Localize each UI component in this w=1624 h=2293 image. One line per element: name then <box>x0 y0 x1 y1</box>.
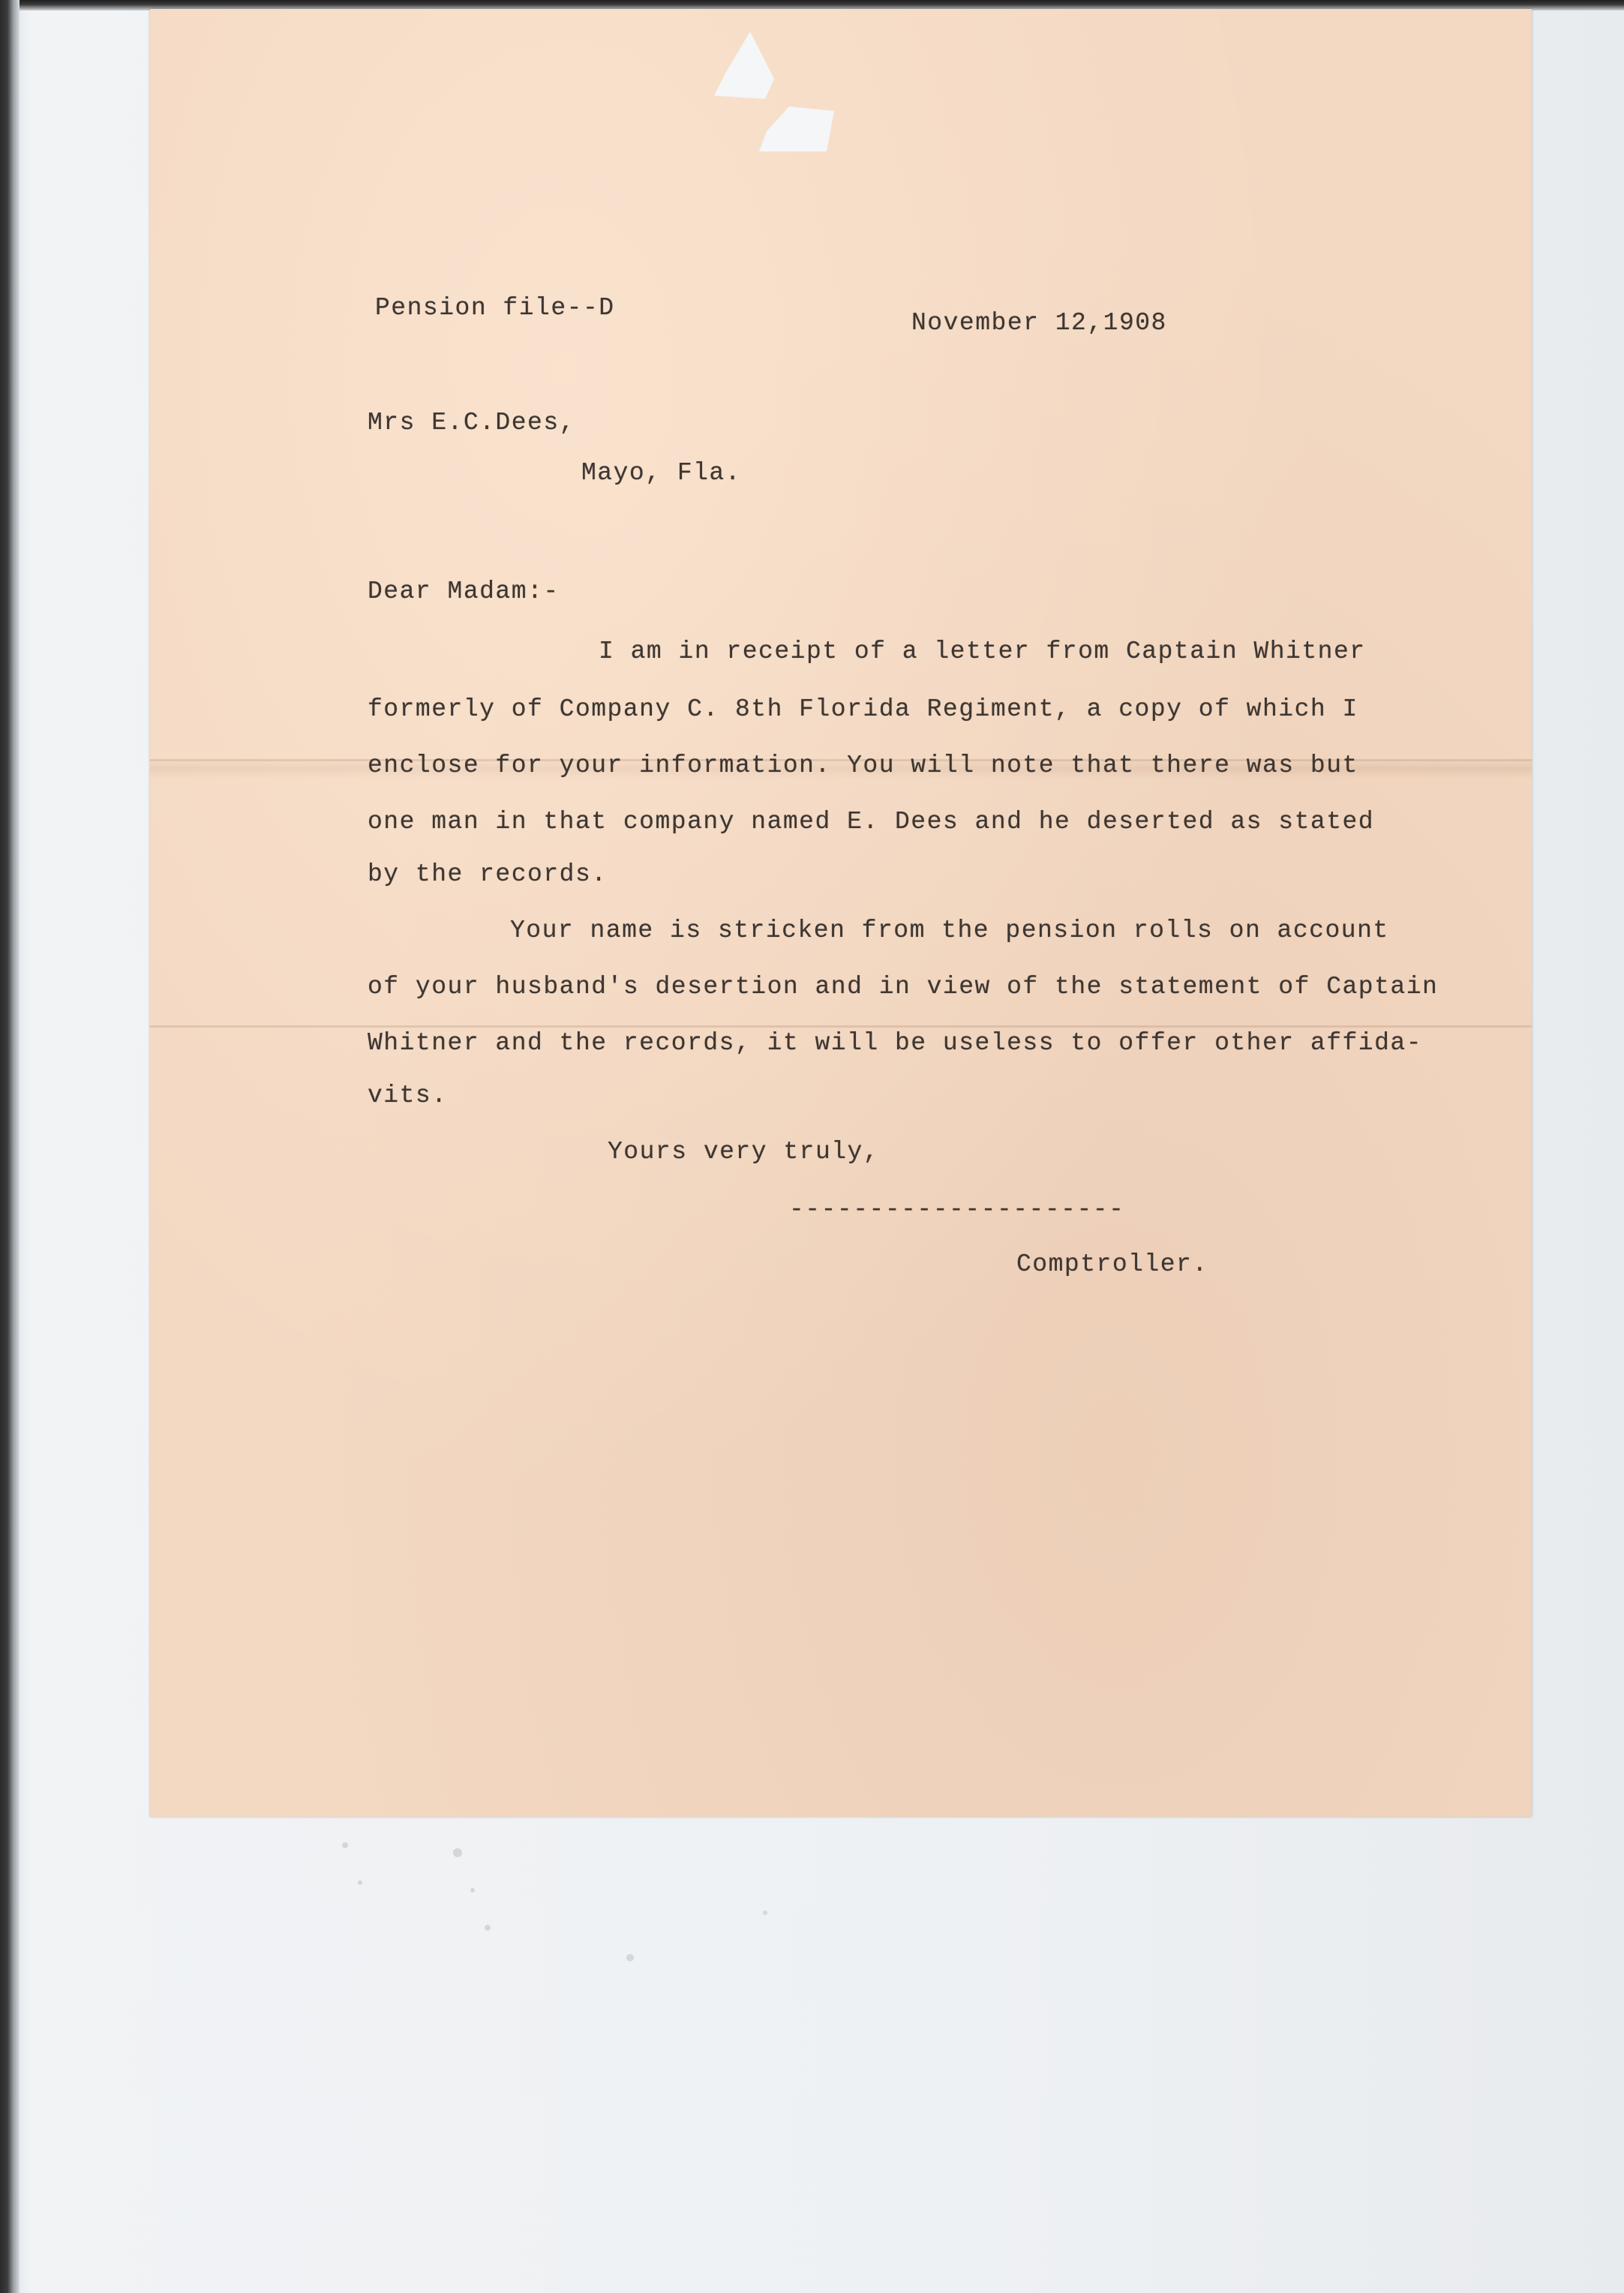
body-line: enclose for your information. You will note that there was but <box>368 752 1358 779</box>
letter-date: November 12,1908 <box>911 309 1167 337</box>
file-reference: Pension file--D <box>375 294 615 322</box>
body-line: vits. <box>368 1082 448 1109</box>
paper-fold-line <box>150 1025 1532 1028</box>
scan-left-edge <box>0 0 20 2293</box>
body-line: formerly of Company C. 8th Florida Regiment, a copy of which I <box>368 695 1358 723</box>
closing: Yours very truly, <box>608 1138 880 1166</box>
recipient-name: Mrs E.C.Dees, <box>368 409 575 437</box>
body-line: by the records. <box>368 860 608 888</box>
body-line: Your name is stricken from the pension rolls on account <box>510 917 1389 944</box>
signature-line: --------------------- <box>789 1196 1125 1223</box>
body-line: Whitner and the records, it will be useless to offer other affida- <box>368 1029 1423 1057</box>
salutation: Dear Madam:- <box>368 578 560 605</box>
body-line: of your husband's desertion and in view of the statement of Captain <box>368 973 1439 1001</box>
paper-tear-hole <box>714 32 774 99</box>
recipient-address: Mayo, Fla. <box>581 459 742 487</box>
body-line: I am in receipt of a letter from Captain Whitner <box>599 638 1366 665</box>
body-line: one man in that company named E. Dees and he deserted as stated <box>368 808 1375 836</box>
paper-tear-hole <box>759 107 834 152</box>
scan-dust-marks <box>315 1823 840 2048</box>
signer-title: Comptroller. <box>1016 1250 1208 1278</box>
letter-page <box>150 9 1532 1817</box>
